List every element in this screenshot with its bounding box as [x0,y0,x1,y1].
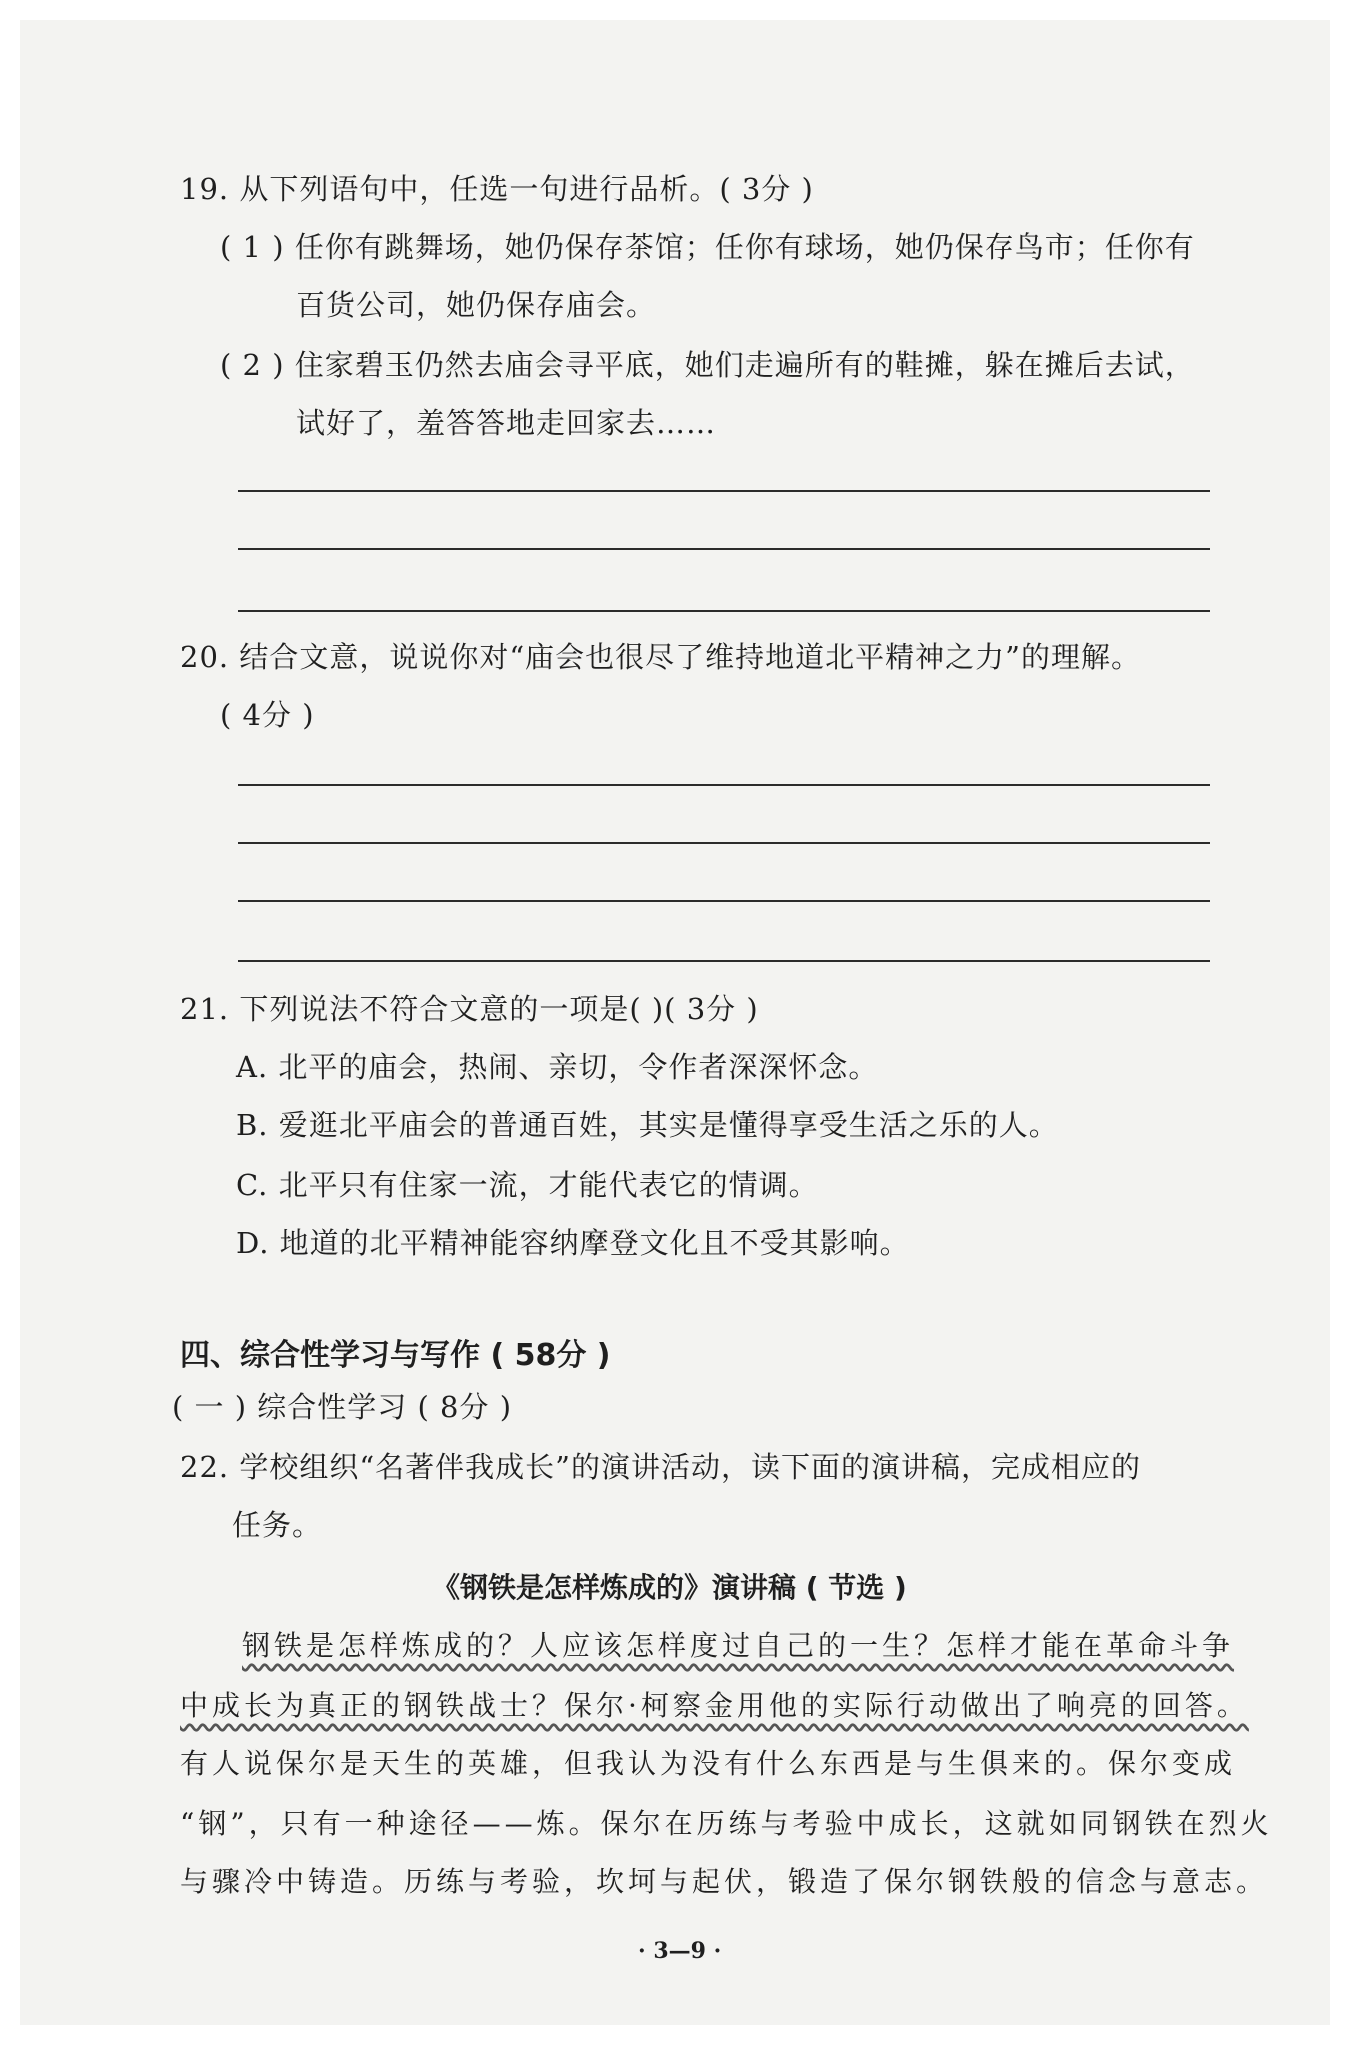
q21-option-c[interactable]: C. 北平只有住家一流，才能代表它的情调。 [236,1168,819,1202]
q20-answer-line-3[interactable] [238,900,1210,902]
q21-option-d[interactable]: D. 地道的北平精神能容纳摩登文化且不受其影响。 [236,1226,910,1260]
q20-answer-line-4[interactable] [238,960,1210,962]
q21-option-a[interactable]: A. 北平的庙会，热闹、亲切，令作者深深怀念。 [236,1050,879,1084]
speech-line-2: 中成长为真正的钢铁战士？保尔·柯察金用他的实际行动做出了响亮的回答。 [180,1689,1249,1722]
q19-option-2-line-2: 试好了，羞答答地走回家去…… [296,406,717,440]
q19-stem: 19. 从下列语句中，任选一句进行品析。( 3分 ) [180,172,814,206]
q19-answer-line-2[interactable] [238,548,1210,550]
q21-option-b[interactable]: B. 爱逛北平庙会的普通百姓，其实是懂得享受生活之乐的人。 [236,1108,1059,1142]
q20-answer-line-1[interactable] [238,784,1210,786]
q22-stem-line-1: 22. 学校组织“名著伴我成长”的演讲活动，读下面的演讲稿，完成相应的 [180,1450,1141,1484]
section-4-subheading: ( 一 ) 综合性学习 ( 8分 ) [172,1390,513,1424]
speech-title: 《钢铁是怎样炼成的》演讲稿 ( 节选 ) [432,1571,907,1604]
q21-stem: 21. 下列说法不符合文意的一项是( )( 3分 ) [180,992,759,1026]
speech-line-3: 有人说保尔是天生的英雄，但我认为没有什么东西是与生俱来的。保尔变成 [180,1747,1237,1780]
exam-page [20,20,1330,2025]
q19-answer-line-3[interactable] [238,610,1210,612]
q19-answer-line-1[interactable] [238,490,1210,492]
speech-line-5: 与骤冷中铸造。历练与考验，坎坷与起伏，锻造了保尔钢铁般的信念与意志。 [180,1865,1269,1898]
q22-stem-line-2: 任务。 [232,1508,323,1542]
speech-line-4: “钢”，只有一种途径——炼。保尔在历练与考验中成长，这就如同钢铁在烈火 [180,1807,1273,1840]
q20-answer-line-2[interactable] [238,842,1210,844]
q20-score: ( 4分 ) [220,698,315,732]
q19-option-2-line-1: ( 2 ) 住家碧玉仍然去庙会寻平底，她们走遍所有的鞋摊，躲在摊后去试， [220,348,1195,382]
q19-option-1-line-2: 百货公司，她仍保存庙会。 [296,288,657,322]
section-4-heading: 四、综合性学习与写作 ( 58分 ) [180,1338,611,1373]
q20-stem: 20. 结合文意，说说你对“庙会也很尽了维持地道北平精神之力”的理解。 [180,640,1141,674]
speech-line-1: 钢铁是怎样炼成的？人应该怎样度过自己的一生？怎样才能在革命斗争 [242,1629,1235,1662]
page-number: · 3—9 · [638,1938,722,1964]
q19-option-1-line-1: ( 1 ) 任你有跳舞场，她仍保存茶馆；任你有球场，她仍保存鸟市；任你有 [220,230,1195,264]
